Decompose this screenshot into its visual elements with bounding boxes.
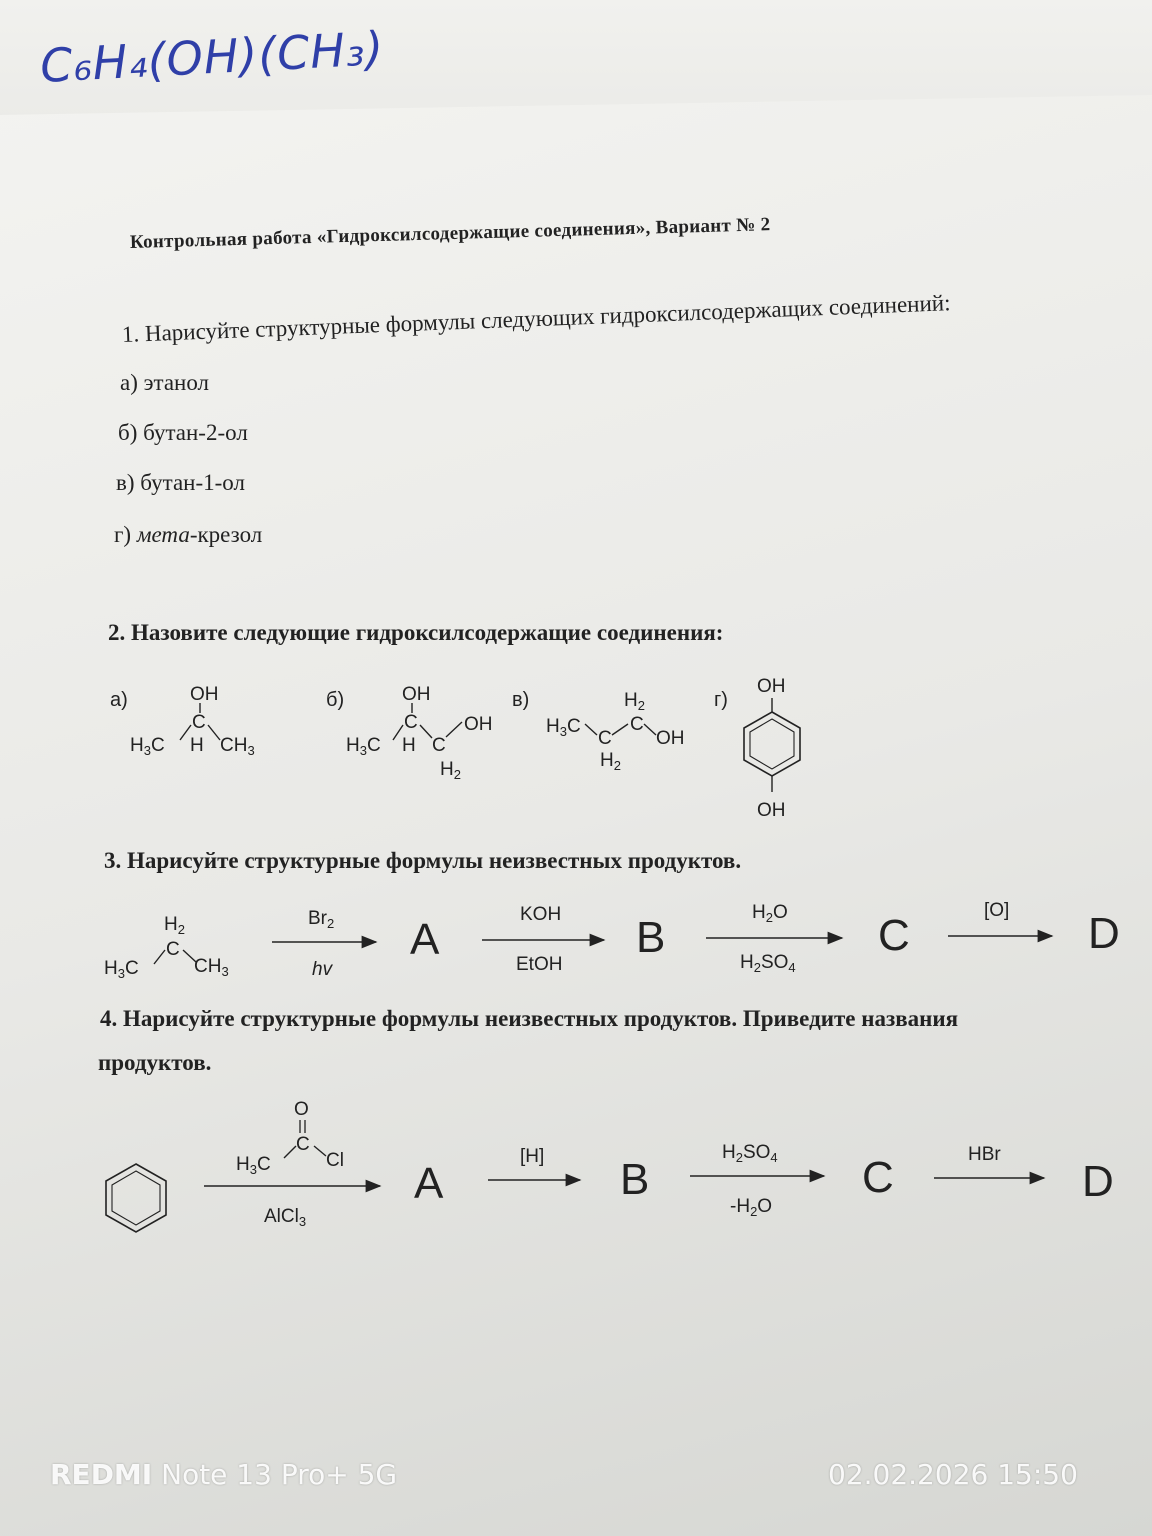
item-letter: г) bbox=[114, 522, 132, 547]
device-model: Note 13 Pro+ 5G bbox=[161, 1458, 398, 1491]
product-b: B bbox=[636, 913, 666, 962]
handwritten-formula: C₆H₄(OH)(CH₃) bbox=[38, 21, 386, 93]
svg-text:OH: OH bbox=[656, 728, 685, 749]
product-c: C bbox=[878, 911, 910, 960]
product-a: A bbox=[414, 1159, 444, 1208]
reagent-oxidation: [O] bbox=[984, 900, 1010, 921]
reagent-br2: $Br_2$ bbox=[308, 908, 335, 931]
molecule-b bbox=[346, 684, 493, 782]
item-name: бутан-2-ол bbox=[143, 420, 248, 445]
reagent-etoh: EtOH bbox=[516, 954, 563, 975]
svg-text:H: H bbox=[190, 735, 204, 756]
task4-prompt-line2: продуктов. bbox=[98, 1050, 212, 1075]
device-brand: REDMI bbox=[50, 1458, 153, 1491]
reagent-minus-h2o: $-H_2O$ bbox=[730, 1196, 773, 1219]
reagent-koh: KOH bbox=[520, 904, 562, 925]
svg-text:C: C bbox=[166, 939, 180, 960]
item-name-prefix: мета bbox=[136, 522, 190, 547]
molecule-a bbox=[130, 684, 255, 758]
task3-prompt: 3. Нарисуйте структурные формулы неизвестных продуктов. bbox=[104, 848, 742, 873]
svg-text:CH3: $CH_3$ bbox=[220, 735, 255, 758]
svg-text:C: C bbox=[404, 712, 418, 733]
task2-label-g: г) bbox=[714, 689, 728, 711]
reagent-alcl3: AlCl$_3$ bbox=[264, 1206, 307, 1229]
svg-text:CH3: $CH_3$ bbox=[194, 956, 229, 979]
svg-text:OH: OH bbox=[757, 676, 786, 697]
reagent-hbr: HBr bbox=[968, 1144, 1001, 1165]
item-name: бутан-1-ол bbox=[140, 470, 245, 495]
item-letter: б) bbox=[118, 420, 138, 445]
svg-text:H3C: $H_3C$ bbox=[546, 716, 581, 739]
svg-text:C: C bbox=[630, 714, 644, 735]
timestamp-watermark: 02.02.2026 15:50 bbox=[828, 1458, 1078, 1491]
task2-label-a: а) bbox=[110, 689, 128, 711]
reagent-h2o: $H_2O$ bbox=[752, 902, 788, 925]
item-letter: а) bbox=[120, 370, 138, 395]
svg-text:C: C bbox=[296, 1134, 310, 1155]
task1-prompt: 1. Нарисуйте структурные формулы следующих гидроксилсодержащих соединений: bbox=[121, 290, 951, 347]
propane bbox=[104, 914, 229, 981]
device-watermark bbox=[50, 1458, 397, 1491]
svg-text:H2: $H_2$ bbox=[600, 750, 621, 773]
svg-text:H2: $H_2$ bbox=[164, 914, 185, 937]
task4-prompt-line1: 4. Нарисуйте структурные формулы неизвестных продуктов. Приведите названия bbox=[100, 1006, 959, 1031]
svg-text:H3C: $H_3C$ bbox=[104, 958, 139, 981]
reagent-hv: hv bbox=[312, 959, 333, 980]
svg-text:Cl: Cl bbox=[326, 1150, 344, 1171]
svg-text:O: O bbox=[294, 1099, 309, 1120]
reagent-hydrogen: [H] bbox=[520, 1146, 545, 1167]
product-b: B bbox=[620, 1155, 650, 1204]
benzene bbox=[106, 1164, 166, 1232]
task2-label-b: б) bbox=[326, 689, 345, 711]
svg-text:OH: OH bbox=[190, 684, 219, 705]
svg-text:H3C: $H_3C$ bbox=[130, 735, 165, 758]
molecule-g bbox=[744, 676, 800, 821]
acetyl-chloride bbox=[236, 1099, 344, 1177]
task2-prompt: 2. Назовите следующие гидроксилсодержащие соединения: bbox=[108, 620, 724, 645]
item-letter: в) bbox=[116, 470, 135, 495]
reagent-h2so4: $H_2SO_4$ bbox=[740, 952, 796, 975]
svg-text:C: C bbox=[598, 728, 612, 749]
item-name: этанол bbox=[143, 370, 210, 395]
task2-label-v: в) bbox=[512, 689, 530, 711]
molecule-v bbox=[546, 690, 685, 773]
svg-text:C: C bbox=[192, 712, 206, 733]
task3-scheme bbox=[104, 900, 1120, 981]
svg-text:OH: OH bbox=[402, 684, 431, 705]
svg-text:OH: OH bbox=[757, 800, 786, 821]
svg-text:H3C: $H_3C$ bbox=[346, 735, 381, 758]
svg-text:H2: $H_2$ bbox=[440, 759, 461, 782]
worksheet-title: Контрольная работа «Гидроксилсодержащие соединения», Вариант № 2 bbox=[129, 214, 771, 253]
product-a: A bbox=[410, 915, 440, 964]
svg-text:H: H bbox=[402, 735, 416, 756]
svg-text:C: C bbox=[432, 735, 446, 756]
item-name-suffix: -крезол bbox=[189, 522, 263, 547]
svg-text:H2: $H_2$ bbox=[624, 690, 645, 713]
svg-text:OH: OH bbox=[464, 714, 493, 735]
product-c: C bbox=[862, 1153, 894, 1202]
product-d: D bbox=[1082, 1157, 1114, 1206]
reagent-h2so4: $H_2SO_4$ bbox=[722, 1142, 778, 1165]
task4-scheme bbox=[106, 1099, 1114, 1232]
svg-text:H3C: $H_3C$ bbox=[236, 1154, 271, 1177]
product-d: D bbox=[1088, 909, 1120, 958]
